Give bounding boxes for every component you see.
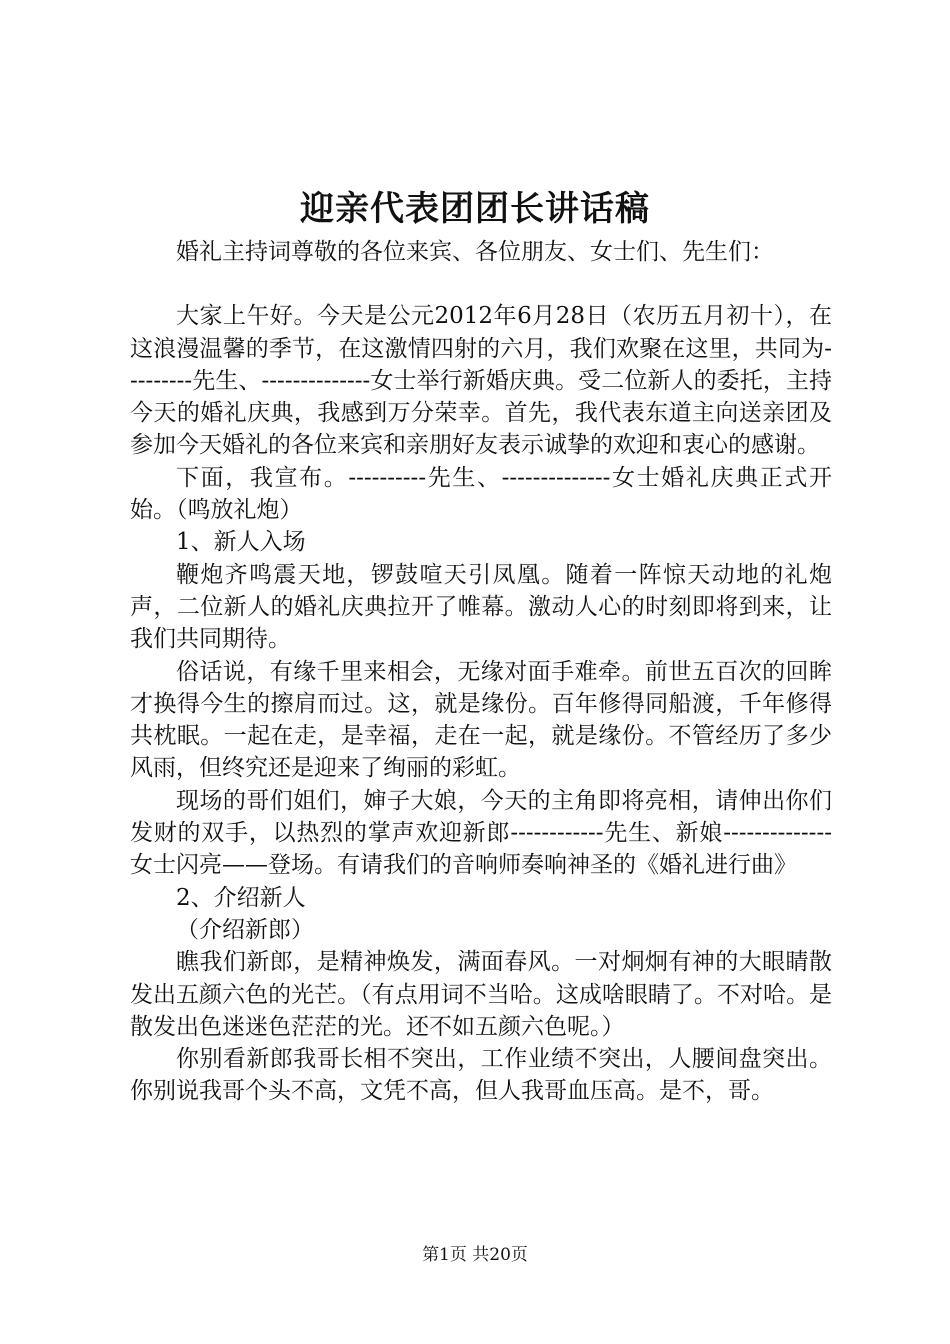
welcome-paragraph: 现场的哥们姐们，婶子大娘，今天的主角即将亮相，请伸出你们发财的双手，以热烈的掌声欢迎新郎------------先生、新娘--------------女士闪亮——登场。有请我们的音响师奏响神圣的《婚礼进行曲》 (130, 787, 832, 879)
document-body (130, 236, 832, 1108)
opening-paragraph: 大家上午好。今天是公元2012年6月28日（农历五月初十），在这浪漫温馨的季节，在这激情四射的六月，我们欢聚在这里，共同为---------先生、--------------女士举行新婚庆典。受二位新人的委托，主持今天的婚礼庆典，我感到万分荣幸。首先，我代表东道主向送亲团及参加今天婚礼的各位来宾和亲朋好友表示诚挚的欢迎和衷心的感谢。 (130, 303, 832, 459)
entrance-paragraph: 鞭炮齐鸣震天地，锣鼓喧天引凤凰。随着一阵惊天动地的礼炮声，二位新人的婚礼庆典拉开了帷幕。激动人心的时刻即将到来，让我们共同期待。 (130, 561, 832, 653)
page-indicator: 第1页 共20页 (422, 1245, 528, 1265)
groom-joke-paragraph: 你别看新郎我哥长相不突出，工作业绩不突出，人腰间盘突出。你别说我哥个头不高，文凭不高，但人我哥血压高。是不，哥。 (130, 1046, 832, 1105)
announcement-paragraph: 下面，我宣布。----------先生、--------------女士婚礼庆典正式开始。（鸣放礼炮） (130, 464, 832, 524)
fate-paragraph: 俗话说，有缘千里来相会，无缘对面手难牵。前世五百次的回眸才换得今生的擦肩而过。这，就是缘份。百年修得同船渡，千年修得共枕眠。一起在走，是幸福，走在一起，就是缘份。不管经历了多少风雨，但终究还是迎来了绚丽的彩虹。 (130, 658, 832, 782)
section-heading-introduction: 2、介绍新人 (176, 884, 306, 911)
groom-description-paragraph: 瞧我们新郎，是精神焕发，满面春风。一对炯炯有神的大眼睛散发出五颜六色的光芒。（有点用词不当哈。这成啥眼睛了。不对哈。是散发出色迷迷色茫茫的光。还不如五颜六色呢。） (130, 949, 832, 1040)
groom-intro-label: （介绍新郎） (176, 916, 314, 943)
section-heading-entrance: 1、新人入场 (176, 529, 306, 556)
salutation-paragraph: 婚礼主持词尊敬的各位来宾、各位朋友、女士们、先生们： (176, 239, 774, 265)
document-title: 迎亲代表团团长讲话稿 (300, 189, 650, 229)
